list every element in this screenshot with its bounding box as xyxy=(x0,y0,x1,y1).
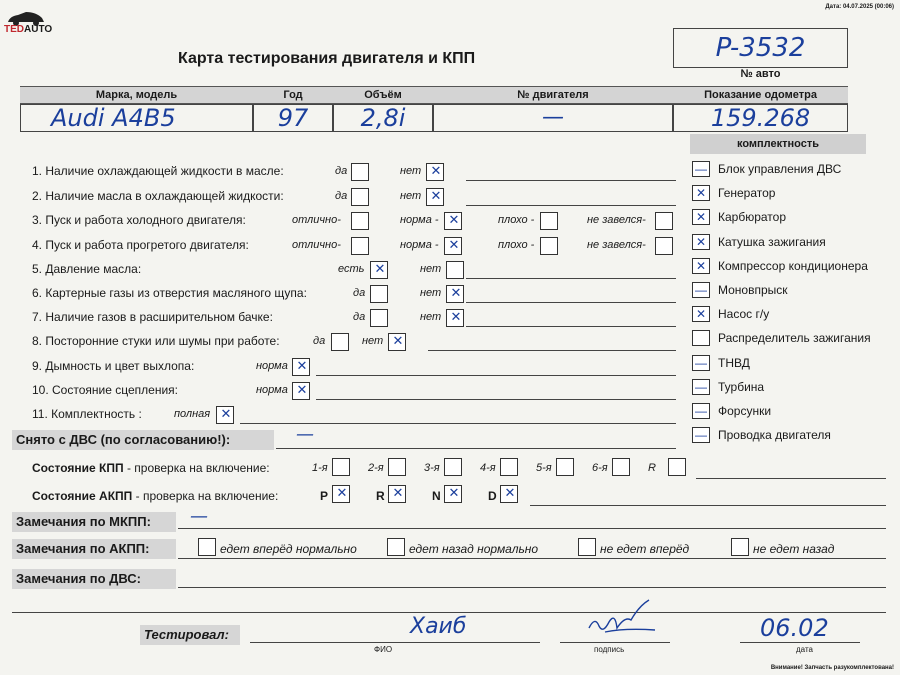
auto-number-value: P-3532 xyxy=(715,33,806,63)
komplekt-checkbox[interactable] xyxy=(692,161,710,177)
make-value: Audi A4B5 xyxy=(20,104,253,132)
kpp-gear-label: 4-я xyxy=(480,462,496,474)
komplekt-label: Карбюратор xyxy=(718,210,787,225)
komplekt-checkbox[interactable] xyxy=(692,330,710,346)
check-label-4: 4. Пуск и работа прогретого двигателя: xyxy=(32,238,249,252)
komplekt-mark: — xyxy=(695,428,707,443)
checkbox[interactable] xyxy=(216,406,234,424)
akpp-no-back-checkbox[interactable] xyxy=(731,538,749,556)
akpp-gear-label: N xyxy=(432,489,441,503)
komplekt-label: Форсунки xyxy=(718,404,772,418)
check-label-11: 11. Комплектность : xyxy=(32,407,142,421)
checkbox[interactable] xyxy=(351,188,369,206)
opt-label: отлично- xyxy=(292,239,341,251)
odometer-header: Показание одометра xyxy=(673,86,848,104)
komplekt-mark: ✕ xyxy=(695,186,707,201)
check-mark: ✕ xyxy=(450,310,462,325)
opt-label: плохо - xyxy=(498,214,535,226)
komplekt-checkbox[interactable] xyxy=(692,258,710,274)
fill-line xyxy=(696,478,886,479)
fill-line xyxy=(12,612,886,613)
checkbox[interactable] xyxy=(540,237,558,255)
fill-line xyxy=(178,587,886,588)
check-label-6: 6. Картерные газы из отверстия масляного щупа: xyxy=(32,286,307,300)
opt-label: есть xyxy=(338,263,365,275)
komplekt-label: Насос г/у xyxy=(718,307,770,322)
fill-line xyxy=(316,375,676,376)
akpp-gear-checkbox[interactable] xyxy=(500,485,518,503)
check-label-10: 10. Состояние сцепления: xyxy=(32,383,178,397)
komplekt-mark: — xyxy=(695,379,707,394)
kpp-gear-checkbox[interactable] xyxy=(500,458,518,476)
checkbox[interactable] xyxy=(370,261,388,279)
check-mark: ✕ xyxy=(430,189,442,204)
opt-label: плохо - xyxy=(498,239,535,251)
fill-line xyxy=(276,448,676,449)
opt-label: нет xyxy=(362,335,384,347)
komplekt-label: Компрессор кондиционера xyxy=(718,258,868,273)
komplekt-mark: — xyxy=(695,355,707,370)
akpp-opt-label: не едет назад xyxy=(753,542,835,556)
checkbox[interactable] xyxy=(444,237,462,255)
check-label-1: 1. Наличие охлаждающей жидкости в масле: xyxy=(32,164,284,178)
date-stamp: Дата: 04.07.2025 (00:06) xyxy=(825,4,894,10)
opt-label: не завелся- xyxy=(587,239,646,251)
komplekt-checkbox[interactable] xyxy=(692,355,710,371)
checkbox[interactable] xyxy=(292,382,310,400)
akpp-opt-label: едет назад нормально xyxy=(409,542,539,556)
date-caption: дата xyxy=(796,645,813,654)
fill-line xyxy=(178,528,886,529)
check-mark: ✕ xyxy=(448,486,460,501)
komplekt-title: комплектность xyxy=(690,134,866,154)
akpp-gear-checkbox[interactable] xyxy=(388,485,406,503)
akpp-gear-label: P xyxy=(320,489,329,503)
fill-line xyxy=(178,558,886,559)
akpp-opt-label: не едет вперёд xyxy=(600,542,690,556)
check-mark: ✕ xyxy=(374,262,386,277)
kpp-gear-checkbox[interactable] xyxy=(612,458,630,476)
kpp-gear-checkbox[interactable] xyxy=(556,458,574,476)
checkbox[interactable] xyxy=(655,212,673,230)
checkbox[interactable] xyxy=(351,212,369,230)
opt-label: нет xyxy=(400,165,422,177)
checkbox[interactable] xyxy=(388,333,406,351)
checkbox[interactable] xyxy=(426,163,444,181)
fill-line xyxy=(560,642,670,643)
opt-label: норма - xyxy=(400,214,439,226)
opt-label: отлично- xyxy=(292,214,341,226)
fill-line xyxy=(466,278,676,279)
check-mark: ✕ xyxy=(448,238,460,253)
opt-label: нет xyxy=(420,287,442,299)
volume-header: Объём xyxy=(333,86,433,104)
komplekt-mark: — xyxy=(695,162,707,176)
check-mark: ✕ xyxy=(430,164,442,179)
test-date: 06.02 xyxy=(760,614,829,642)
kpp-gear-label: R xyxy=(648,462,656,474)
check-label-9: 9. Дымность и цвет выхлопа: xyxy=(32,359,195,373)
logo: TEDAUTO xyxy=(4,24,53,35)
page-title: Карта тестирования двигателя и КПП xyxy=(178,50,476,67)
checkbox[interactable] xyxy=(292,358,310,376)
signature xyxy=(585,598,665,644)
fill-line xyxy=(740,642,860,643)
komplekt-label: Генератор xyxy=(718,186,776,201)
check-mark: ✕ xyxy=(392,486,404,501)
check-mark: ✕ xyxy=(296,383,308,398)
komplekt-label: Моновпрыск xyxy=(718,283,788,297)
akpp-opt-label: едет вперёд нормально xyxy=(220,542,357,556)
komplekt-mark: — xyxy=(695,404,707,418)
komplekt-mark: ✕ xyxy=(695,234,707,249)
dvs-remarks-label: Замечания по ДВС: xyxy=(12,569,176,589)
akpp-back-ok-checkbox[interactable] xyxy=(387,538,405,556)
mkpp-remarks-label: Замечания по МКПП: xyxy=(12,512,176,532)
checkbox[interactable] xyxy=(444,212,462,230)
opt-label: да xyxy=(335,190,348,202)
checkbox[interactable] xyxy=(370,285,388,303)
check-label-5: 5. Давление масла: xyxy=(32,262,142,276)
kpp-gear-label: 6-я xyxy=(592,462,608,474)
removed-label: Снято с ДВС (по согласованию!): xyxy=(12,430,274,450)
checkbox[interactable] xyxy=(446,309,464,327)
year-header: Год xyxy=(253,86,333,104)
komplekt-checkbox[interactable] xyxy=(692,379,710,395)
opt-label: норма xyxy=(256,360,288,372)
volume-value: 2,8i xyxy=(333,104,433,132)
kpp-gear-checkbox[interactable] xyxy=(444,458,462,476)
checkbox[interactable] xyxy=(331,333,349,351)
checkbox[interactable] xyxy=(426,188,444,206)
komplekt-checkbox[interactable] xyxy=(692,234,710,250)
kpp-gear-checkbox[interactable] xyxy=(332,458,350,476)
fill-line xyxy=(428,350,676,351)
akpp-gear-label: D xyxy=(488,489,497,503)
check-label-8: 8. Посторонние стуки или шумы при работе: xyxy=(32,334,280,348)
komplekt-checkbox[interactable] xyxy=(692,282,710,298)
opt-label: да xyxy=(353,287,366,299)
akpp-gear-checkbox[interactable] xyxy=(332,485,350,503)
akpp-gear-label: R xyxy=(376,489,385,503)
check-label-7: 7. Наличие газов в расширительном бачке: xyxy=(32,310,273,324)
fill-line xyxy=(466,180,676,181)
kpp-gear-label: 3-я xyxy=(424,462,440,474)
komplekt-mark: ✕ xyxy=(695,258,707,273)
engine-no-header: № двигателя xyxy=(433,86,673,104)
checkbox[interactable] xyxy=(351,163,369,181)
kpp-gear-checkbox[interactable] xyxy=(388,458,406,476)
check-mark: ✕ xyxy=(296,359,308,374)
kpp-gear-checkbox[interactable] xyxy=(668,458,686,476)
auto-number-label: № авто xyxy=(740,68,781,80)
odometer-value: 159.268 xyxy=(673,104,848,132)
auto-number-box xyxy=(673,28,848,68)
opt-label: норма xyxy=(256,384,288,396)
akpp-no-forward-checkbox[interactable] xyxy=(578,538,596,556)
checkbox[interactable] xyxy=(446,285,464,303)
fill-line xyxy=(250,642,540,643)
opt-label: полная xyxy=(174,408,211,420)
fill-line xyxy=(530,505,886,506)
make-header: Марка, модель xyxy=(20,86,253,104)
mkpp-remarks-value: — xyxy=(190,506,208,527)
opt-label: нет xyxy=(420,311,442,323)
akpp-remarks-label: Замечания по АКПП: xyxy=(12,539,176,559)
komplekt-mark: ✕ xyxy=(695,307,707,322)
komplekt-label: Катушка зажигания xyxy=(718,234,826,249)
warning-text: Внимание! Запчасть разукомплектована! xyxy=(770,665,894,671)
komplekt-label: Распределитель зажигания xyxy=(718,331,871,346)
kpp-label: Состояние КПП - проверка на включение: xyxy=(32,461,270,475)
komplekt-mark: ✕ xyxy=(695,210,707,225)
opt-label: да xyxy=(313,335,326,347)
kpp-gear-label: 1-я xyxy=(312,462,328,474)
check-mark: ✕ xyxy=(504,486,516,501)
check-mark: ✕ xyxy=(392,334,404,349)
checkbox[interactable] xyxy=(351,237,369,255)
check-label-3: 3. Пуск и работа холодного двигателя: xyxy=(32,213,246,227)
tested-label: Тестировал: xyxy=(140,625,240,645)
engine-no-value: — xyxy=(433,104,673,132)
fill-line xyxy=(466,205,676,206)
check-mark: ✕ xyxy=(220,407,232,422)
opt-label: да xyxy=(335,165,348,177)
akpp-label: Состояние АКПП - проверка на включение: xyxy=(32,489,279,503)
fio-caption: ФИО xyxy=(374,645,393,654)
check-label-2: 2. Наличие масла в охлаждающей жидкости: xyxy=(32,189,284,203)
komplekt-checkbox[interactable] xyxy=(692,209,710,225)
komplekt-label: Турбина xyxy=(718,379,765,394)
kpp-gear-label: 2-я xyxy=(368,462,384,474)
opt-label: нет xyxy=(420,263,442,275)
checkbox[interactable] xyxy=(370,309,388,327)
komplekt-checkbox[interactable] xyxy=(692,185,710,201)
komplekt-label: Проводка двигателя xyxy=(718,428,831,443)
sign-caption: подпись xyxy=(594,645,625,654)
fill-line xyxy=(466,302,676,303)
akpp-forward-ok-checkbox[interactable] xyxy=(198,538,216,556)
komplekt-checkbox[interactable] xyxy=(692,403,710,419)
komplekt-checkbox[interactable] xyxy=(692,427,710,443)
komplekt-checkbox[interactable] xyxy=(692,306,710,322)
komplekt-mark: — xyxy=(695,283,707,297)
komplekt-label: ТНВД xyxy=(718,355,750,370)
check-mark: ✕ xyxy=(448,213,460,228)
checkbox[interactable] xyxy=(540,212,558,230)
opt-label: да xyxy=(353,311,366,323)
komplekt-label: Блок управления ДВС xyxy=(718,162,842,176)
opt-label: нет xyxy=(400,190,422,202)
checkbox[interactable] xyxy=(446,261,464,279)
akpp-gear-checkbox[interactable] xyxy=(444,485,462,503)
opt-label: норма - xyxy=(400,239,439,251)
check-mark: ✕ xyxy=(336,486,348,501)
kpp-gear-label: 5-я xyxy=(536,462,552,474)
fill-line xyxy=(316,399,676,400)
check-mark: ✕ xyxy=(450,286,462,301)
removed-value: — xyxy=(296,424,314,445)
fill-line xyxy=(466,326,676,327)
tester-name: Хаиб xyxy=(410,614,467,639)
opt-label: не завелся- xyxy=(587,214,646,226)
checkbox[interactable] xyxy=(655,237,673,255)
year-value: 97 xyxy=(253,104,333,132)
